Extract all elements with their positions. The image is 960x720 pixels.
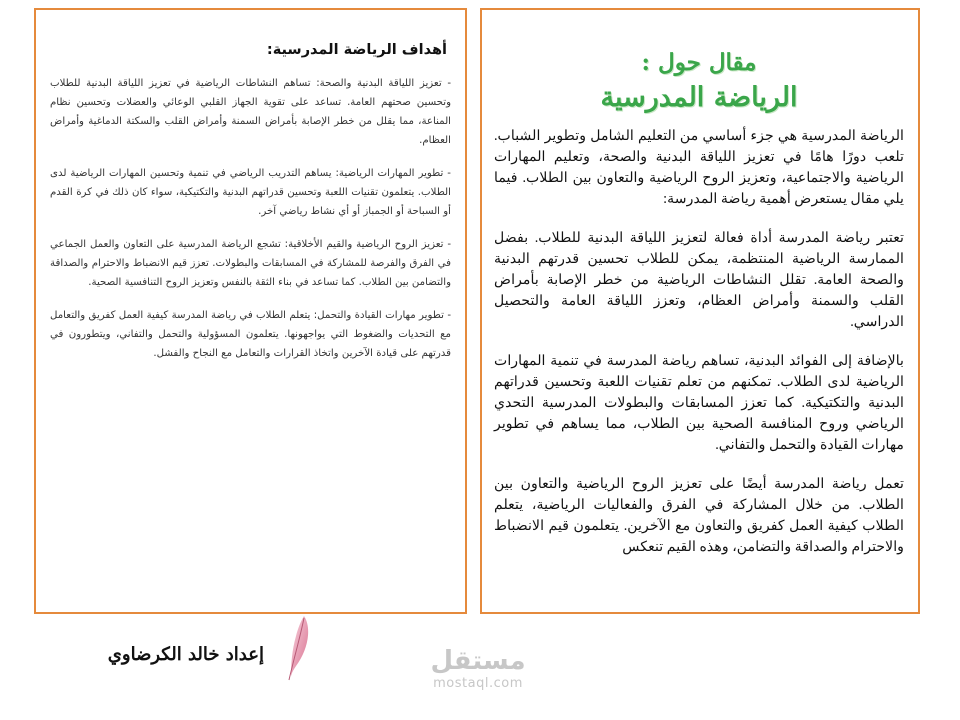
goal-paragraph: - تطوير مهارات القيادة والتحمل: يتعلم الطلاب في رياضة المدرسة كيفية العمل كفريق والتعامل مع التحديات والضغوط التي يواجهونها. يتعلمون المسؤولية والتحمل والتفاني، ويتطورون في قدرتهم على قيادة الآخرين واتخاذ القرارات والتعامل مع النجاح والفشل. (50, 310, 451, 359)
article-paragraph: الرياضة المدرسية هي جزء أساسي من التعليم الشامل وتطوير الشباب. تلعب دورًا هامًا في تعزيز اللياقة البدنية والصحة، وتعليم المهارات الرياضية والاجتماعية، وتعزيز الروح الرياضية والتعاون بين الطلاب. فيما يلي مقال يستعرض أهمية رياضة المدرسة: (494, 128, 904, 207)
watermark (408, 646, 548, 691)
article-paragraph: تعمل رياضة المدرسة أيضًا على تعزيز الروح الرياضية والتعاون بين الطلاب. من خلال المشاركة في الفرق والفعاليات الرياضية، يتعلم الطلاب كيفية العمل كفريق والتعاون مع الآخرين. يتعلمون قيم الانضباط والاحترام والصداقة والتضامن، وهذه القيم تنعكس (494, 476, 904, 555)
watermark-logo: مستقل (430, 646, 526, 676)
goal-paragraph: - تعزيز اللياقة البدنية والصحة: تساهم النشاطات الرياضية في تعزيز اللياقة البدنية للطلاب وتحسين صحتهم العامة. تساعد على تقوية الجهاز القلبي الوعائي والعضلات وتحسين نظام المناعة، مما يقلل من خطر الإصابة بأمراض السمنة وأمراض القلب والسكتة الدماغية وأمراض العظام. (50, 78, 451, 146)
article-paragraph: تعتبر رياضة المدرسة أداة فعالة لتعزيز اللياقة البدنية للطلاب. بفضل الممارسة الرياضية المنتظمة، يمكن للطلاب تحسين قدرتهم البدنية والصحة العامة. تقلل النشاطات الرياضية من خطر الإصابة بأمراض القلب والسمنة وأمراض العظام، وتعزز اللياقة العامة والتحصيل الدراسي. (494, 230, 904, 330)
goals-heading: أهداف الرياضة المدرسية: (266, 42, 447, 58)
goal-paragraph: - تعزيز الروح الرياضية والقيم الأخلاقية: تشجع الرياضة المدرسية على التعاون والعمل الجماعي في الفرق والفرصة للمشاركة في المسابقات والبطولات. تعزز قيم الانضباط والاحترام والصداقة والتضامن بين الطلاب. كما تساعد في بناء الثقة بالنفس وتعزيز الروح التنافسية الصحية. (50, 239, 451, 288)
article-title (494, 48, 904, 118)
article-title-line1: مقال حول : (641, 49, 757, 76)
goals-panel (34, 8, 467, 614)
article-title-line2: الرياضة المدرسية (600, 82, 798, 113)
article-panel (480, 8, 920, 614)
goal-paragraph: - تطوير المهارات الرياضية: يساهم التدريب الرياضي في تنمية وتحسين المهارات الرياضية لدى الطلاب. يتعلمون تقنيات اللعبة وتحسين قدراتهم البدنية والتكتيكية، سواء كان ذلك في كرة القدم أو السباحة أو الجمباز أو أي نشاط رياضي آخر. (50, 168, 451, 217)
article-paragraph: بالإضافة إلى الفوائد البدنية، تساهم رياضة المدرسة في تنمية المهارات الرياضية لدى الطلاب. تمكنهم من تعلم تقنيات اللعبة وتحسين قدراتهم البدنية والتكتيكية. كما تعزز المسابقات والبطولات المدرسية التحدي الرياضي وروح المنافسة الصحية بين الطلاب، مما يساهم في تطوير مهارات القيادة والتحمل والتفاني. (494, 353, 904, 453)
author-credit: إعداد خالد الكرضاوي (107, 644, 264, 665)
quill-feather-icon (282, 614, 312, 684)
watermark-url: mostaql.com (433, 676, 523, 691)
